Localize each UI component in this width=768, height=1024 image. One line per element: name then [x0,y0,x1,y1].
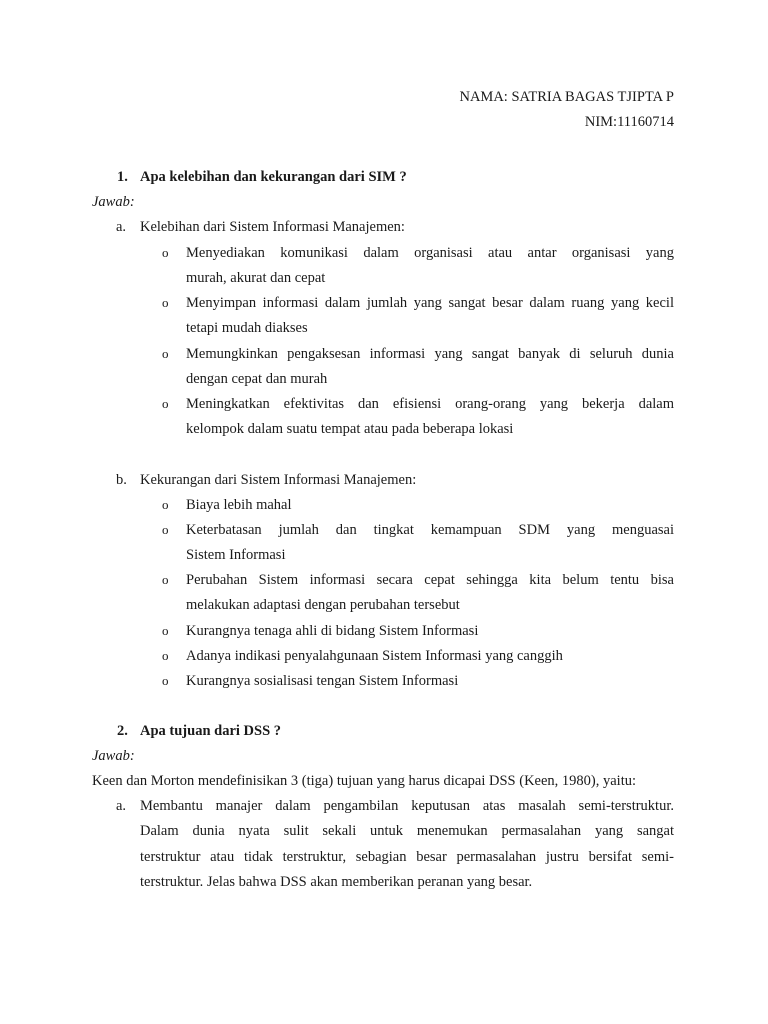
q1a-item-1-line-1: Menyediakan komunikasi dalam organisasi atau antar organisasi yang [186,245,674,261]
q2a-line-1: Membantu manajer dalam pengambilan keputusan atas masalah semi-terstruktur. [140,798,674,814]
q1a-item-4-line-2: kelompok dalam suatu tempat atau pada beberapa lokasi [186,421,514,437]
q2a-line-2: Dalam dunia nyata sulit sekali untuk menemukan permasalahan yang sangat [140,823,674,839]
q1-answer-label: Jawab: [92,194,135,210]
bullet-icon: o [162,497,169,512]
bullet-icon: o [162,673,169,688]
q1b-item-4: Kurangnya tenaga ahli di bidang Sistem Informasi [186,623,479,639]
bullet-icon: o [162,245,169,260]
q2a-line-3: terstruktur atau tidak terstruktur, sebagian besar permasalahan justru bersifat semi- [140,849,674,865]
q1b-marker: b. [116,472,127,488]
q1a-item-3-line-2: dengan cepat dan murah [186,371,328,387]
q1b-item-2-line-2: Sistem Informasi [186,547,286,563]
q1a-item-2-line-1: Menyimpan informasi dalam jumlah yang sangat besar dalam ruang yang kecil [186,295,674,311]
q2a-marker: a. [116,798,127,814]
q1a-marker: a. [116,219,127,235]
bullet-icon: o [162,295,169,310]
q1b-item-3-line-1: Perubahan Sistem informasi secara cepat sehingga kita belum tentu bisa [186,572,674,588]
q1a-item-3-line-1: Memungkinkan pengaksesan informasi yang sangat banyak di seluruh dunia [186,346,674,362]
q1a-item-1-line-2: murah, akurat dan cepat [186,270,326,286]
bullet-icon: o [162,346,169,361]
bullet-icon: o [162,522,169,537]
bullet-icon: o [162,648,169,663]
q1b-item-2-line-1: Keterbatasan jumlah dan tingkat kemampuan SDM yang menguasai [186,522,674,538]
q1b-item-1: Biaya lebih mahal [186,497,292,513]
q1b-title: Kekurangan dari Sistem Informasi Manajemen: [140,472,417,488]
q1-question: Apa kelebihan dan kekurangan dari SIM ? [140,169,407,185]
student-id: NIM:11160714 [584,114,674,130]
student-name: NAMA: SATRIA BAGAS TJIPTA P [459,89,674,105]
q1b-item-3-line-2: melakukan adaptasi dengan perubahan tersebut [186,597,460,613]
q2-answer-label: Jawab: [92,748,135,764]
q2a-line-4: terstruktur. Jelas bahwa DSS akan memberikan peranan yang besar. [140,874,533,890]
bullet-icon: o [162,623,169,638]
q1b-item-5: Adanya indikasi penyalahgunaan Sistem Informasi yang canggih [186,648,563,664]
q2-question: Apa tujuan dari DSS ? [140,723,282,739]
q2-number: 2. [117,723,128,739]
q1-number: 1. [117,169,128,185]
q1a-item-2-line-2: tetapi mudah diakses [186,320,308,336]
bullet-icon: o [162,572,169,587]
bullet-icon: o [162,396,169,411]
q1a-item-4-line-1: Meningkatkan efektivitas dan efisiensi orang-orang yang bekerja dalam [186,396,674,412]
q1b-item-6: Kurangnya sosialisasi tengan Sistem Informasi [186,673,459,689]
q1a-title: Kelebihan dari Sistem Informasi Manajemen: [140,219,405,235]
q2-intro: Keen dan Morton mendefinisikan 3 (tiga) tujuan yang harus dicapai DSS (Keen, 1980), yaitu: [92,773,637,789]
